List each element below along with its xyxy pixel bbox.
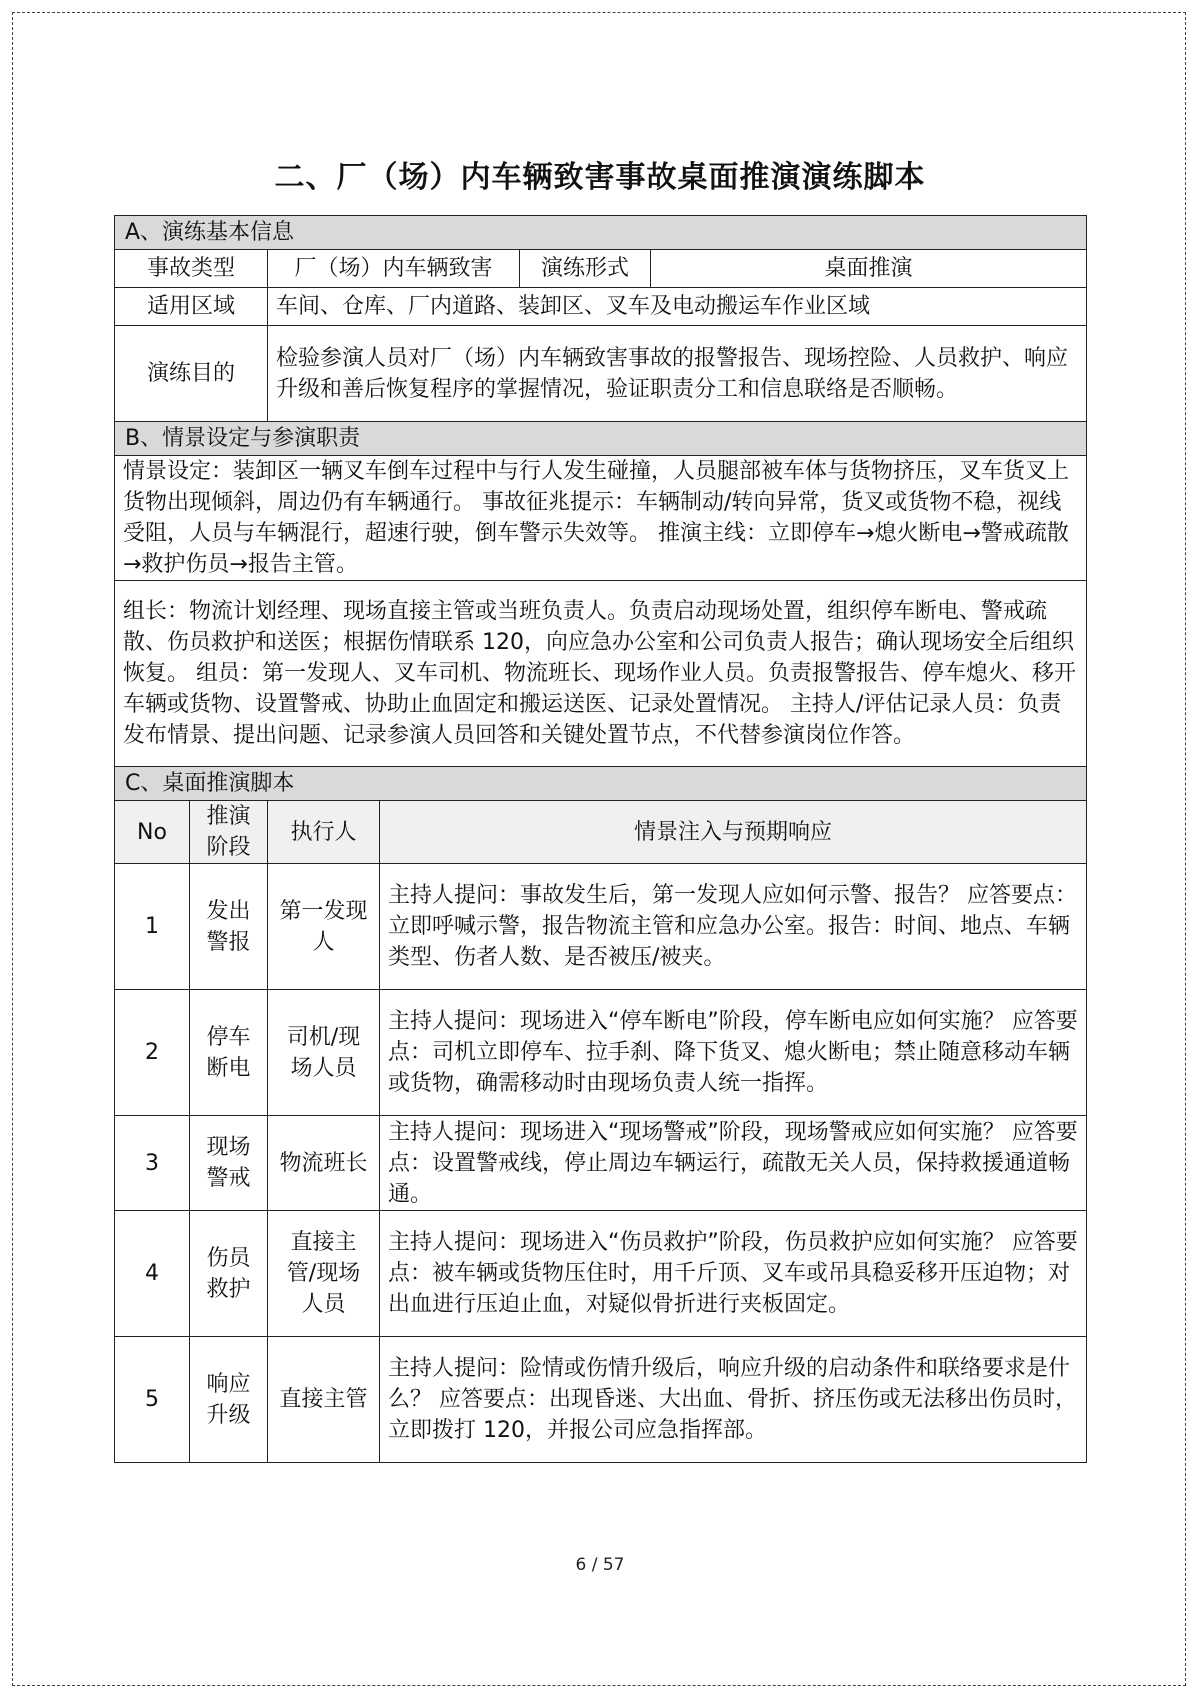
document-title: 二、厂（场）内车辆致害事故桌面推演演练脚本 [274,160,926,195]
scenario-row [115,456,1087,581]
section-b-header [115,422,1087,456]
column-header: No [115,801,190,864]
accident-type-row [115,250,1087,288]
purpose-row [115,326,1087,422]
accident-type-value: 厂（场）内车辆致害 [268,250,520,288]
area-label: 适用区域 [115,288,268,326]
purpose-value: 检验参演人员对厂（场）内车辆致害事故的报警报告、现场控险、人员救护、响应升级和善后恢复程序的掌握情况，验证职责分工和信息联络是否顺畅。 [268,326,1087,422]
drill-form-value: 桌面推演 [651,250,1087,288]
row-executor: 司机/现场人员 [268,990,380,1116]
script-row [115,1337,1087,1463]
row-executor: 第一发现人 [268,864,380,990]
area-row [115,288,1087,326]
row-stage: 发出警报 [190,864,268,990]
row-content: 主持人提问：现场进入“伤员救护”阶段，伤员救护应如何实施？ 应答要点：被车辆或货物压住时，用千斤顶、叉车或吊具稳妥移开压迫物；对出血进行压迫止血，对疑似骨折进行夹板固定。 [380,1211,1087,1337]
column-header: 情景注入与预期响应 [380,801,1087,864]
column-header: 执行人 [268,801,380,864]
script-header-row [115,801,1087,864]
row-stage: 现场警戒 [190,1116,268,1211]
script-row [115,864,1087,990]
script-row [115,1116,1087,1211]
area-value: 车间、仓库、厂内道路、装卸区、叉车及电动搬运车作业区域 [268,288,1087,326]
row-stage: 响应升级 [190,1337,268,1463]
section-a-title: A、演练基本信息 [115,216,1087,250]
row-number: 1 [115,864,190,990]
accident-type-label: 事故类型 [115,250,268,288]
roles-text: 组长：物流计划经理、现场直接主管或当班负责人。负责启动现场处置，组织停车断电、警戒疏散、伤员救护和送医；根据伤情联系 120，向应急办公室和公司负责人报告；确认现场安全后组织恢复。 组员：第一发现人、叉车司机、物流班长、现场作业人员。负责报警报告、停车熄火、移开车辆或货物、设置警戒、协助止血固定和搬运送医、记录处置情况。 主持人/评估记录人员：负责发布情景、提出问题、记录参演人员回答和关键处置节点，不代替参演岗位作答。 [115,581,1087,767]
row-number: 5 [115,1337,190,1463]
row-stage: 伤员救护 [190,1211,268,1337]
row-content: 主持人提问：事故发生后，第一发现人应如何示警、报告？ 应答要点：立即呼喊示警，报告物流主管和应急办公室。报告：时间、地点、车辆类型、伤者人数、是否被压/被夹。 [380,864,1087,990]
column-header: 推演阶段 [190,801,268,864]
section-c-header [115,767,1087,801]
row-executor: 直接主管 [268,1337,380,1463]
row-number: 3 [115,1116,190,1211]
purpose-label: 演练目的 [115,326,268,422]
script-row [115,1211,1087,1337]
section-b-title: B、情景设定与参演职责 [115,422,1087,456]
row-executor: 直接主管/现场人员 [268,1211,380,1337]
row-executor: 物流班长 [268,1116,380,1211]
row-stage: 停车断电 [190,990,268,1116]
scenario-text: 情景设定：装卸区一辆叉车倒车过程中与行人发生碰撞，人员腿部被车体与货物挤压，叉车货叉上货物出现倾斜，周边仍有车辆通行。 事故征兆提示：车辆制动/转向异常，货叉或货物不稳，视线受阻，人员与车辆混行，超速行驶，倒车警示失效等。 推演主线：立即停车→熄火断电→警戒疏散→救护伤员→报告主管。 [115,456,1087,581]
drill-script-table [114,215,1087,1463]
section-a-header [115,216,1087,250]
row-content: 主持人提问：险情或伤情升级后，响应升级的启动条件和联络要求是什么？ 应答要点：出现昏迷、大出血、骨折、挤压伤或无法移出伤员时，立即拨打 120，并报公司应急指挥部。 [380,1337,1087,1463]
row-number: 2 [115,990,190,1116]
drill-form-label: 演练形式 [520,250,651,288]
row-content: 主持人提问：现场进入“现场警戒”阶段，现场警戒应如何实施？ 应答要点：设置警戒线，停止周边车辆运行，疏散无关人员，保持救援通道畅通。 [380,1116,1087,1211]
row-number: 4 [115,1211,190,1337]
page-number: 6 / 57 [575,1555,625,1575]
roles-row [115,581,1087,767]
section-c-title: C、桌面推演脚本 [115,767,1087,801]
row-content: 主持人提问：现场进入“停车断电”阶段，停车断电应如何实施？ 应答要点：司机立即停车、拉手刹、降下货叉、熄火断电；禁止随意移动车辆或货物，确需移动时由现场负责人统一指挥。 [380,990,1087,1116]
script-row [115,990,1087,1116]
